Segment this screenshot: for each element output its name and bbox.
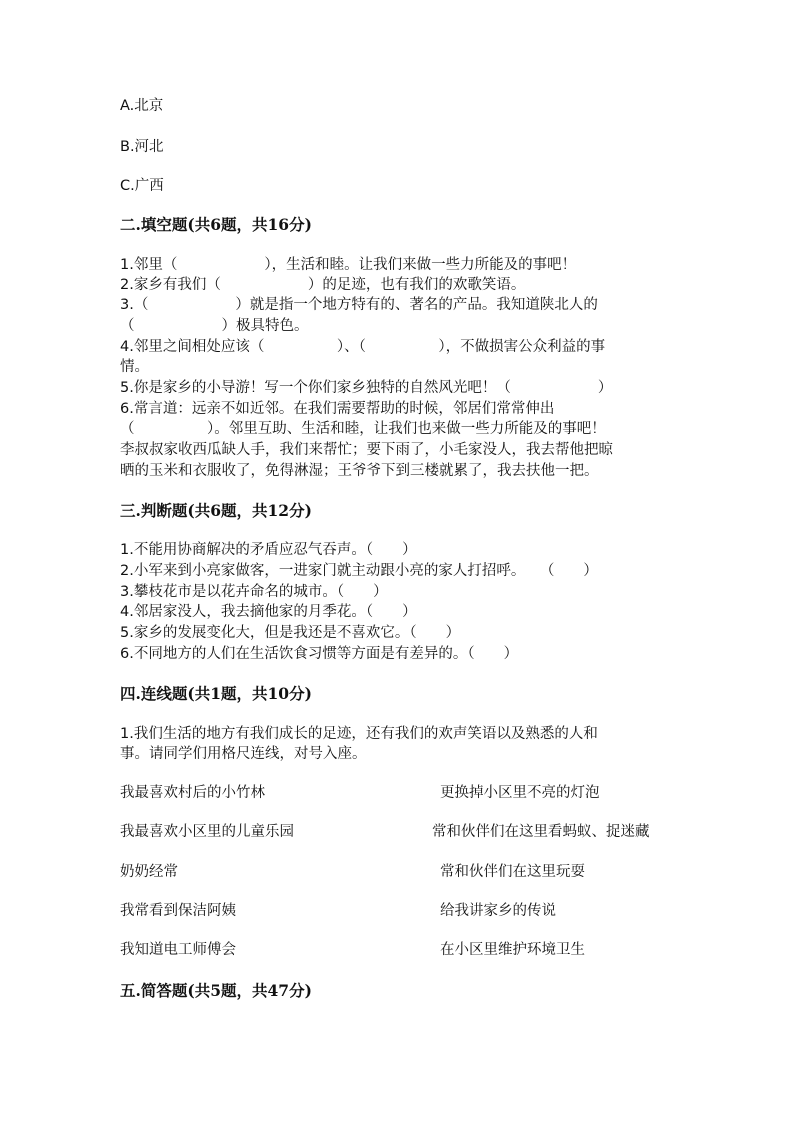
section-2-heading: 二.填空题(共6题，共16分)	[120, 215, 312, 234]
match-right-item: 常和伙伴们在这里玩耍	[440, 864, 585, 880]
fill-q1: 1.邻里（ ），生活和睦。让我们来做一些力所能及的事吧！	[120, 257, 577, 273]
match-right-item: 常和伙伴们在这里看蚂蚁、捉迷藏	[432, 824, 650, 840]
match-right-item: 在小区里维护环境卫生	[440, 942, 585, 958]
fill-q5: 5.你是家乡的小导游！写一个你们家乡独特的自然风光吧！（ ）	[120, 380, 613, 396]
fill-q6-cont1: （ ）。邻里互助、生活和睦，让我们也来做一些力所能及的事吧！	[120, 421, 606, 437]
fill-q3-cont: （ ）极具特色。	[120, 318, 309, 334]
section-5-heading: 五.简答题(共5题，共47分)	[120, 981, 312, 1000]
fill-q2: 2.家乡有我们（ ）的足迹，也有我们的欢歌笑语。	[120, 277, 526, 293]
match-q1-cont: 事。请同学们用格尺连线，对号入座。	[120, 746, 367, 762]
fill-q6-cont2: 李叔叔家收西瓜缺人手，我们来帮忙；要下雨了，小毛家没人，我去帮他把晾	[120, 442, 613, 458]
match-right-item: 更换掉小区里不亮的灯泡	[440, 785, 600, 801]
judge-q5: 5.家乡的发展变化大，但是我还是不喜欢它。（ ）	[120, 625, 461, 641]
match-q1: 1.我们生活的地方有我们成长的足迹，还有我们的欢声笑语以及熟悉的人和	[120, 726, 598, 742]
judge-q2: 2.小军来到小亮家做客，一进家门就主动跟小亮的家人打招呼。 （ ）	[120, 563, 598, 579]
match-right-item: 给我讲家乡的传说	[440, 903, 556, 919]
option-a: A.北京	[120, 98, 164, 114]
judge-q1: 1.不能用协商解决的矛盾应忍气吞声。（ ）	[120, 542, 417, 558]
option-c: C.广西	[120, 178, 164, 194]
match-left-item: 我最喜欢村后的小竹林	[120, 785, 265, 801]
fill-q4: 4.邻里之间相处应该（ ）、（ ），不做损害公众利益的事	[120, 339, 606, 355]
option-b: B.河北	[120, 139, 164, 155]
match-left-item: 我常看到保洁阿姨	[120, 903, 236, 919]
fill-q6-cont3: 晒的玉米和衣服收了，免得淋湿；王爷爷下到三楼就累了，我去扶他一把。	[120, 463, 599, 479]
judge-q4: 4.邻居家没人，我去摘他家的月季花。（ ）	[120, 604, 417, 620]
fill-q6: 6.常言道：远亲不如近邻。在我们需要帮助的时候，邻居们常常伸出	[120, 401, 555, 417]
match-left-item: 我最喜欢小区里的儿童乐园	[120, 824, 294, 840]
section-3-heading: 三.判断题(共6题，共12分)	[120, 501, 312, 520]
match-left-item: 我知道电工师傅会	[120, 942, 236, 958]
judge-q3: 3.攀枝花市是以花卉命名的城市。（ ）	[120, 584, 388, 600]
judge-q6: 6.不同地方的人们在生活饮食习惯等方面是有差异的。（ ）	[120, 646, 519, 662]
match-left-item: 奶奶经常	[120, 864, 178, 880]
section-4-heading: 四.连线题(共1题，共10分)	[120, 684, 312, 703]
fill-q3: 3.（ ）就是指一个地方特有的、著名的产品。我知道陕北人的	[120, 297, 598, 313]
fill-q4-cont: 情。	[120, 359, 149, 375]
